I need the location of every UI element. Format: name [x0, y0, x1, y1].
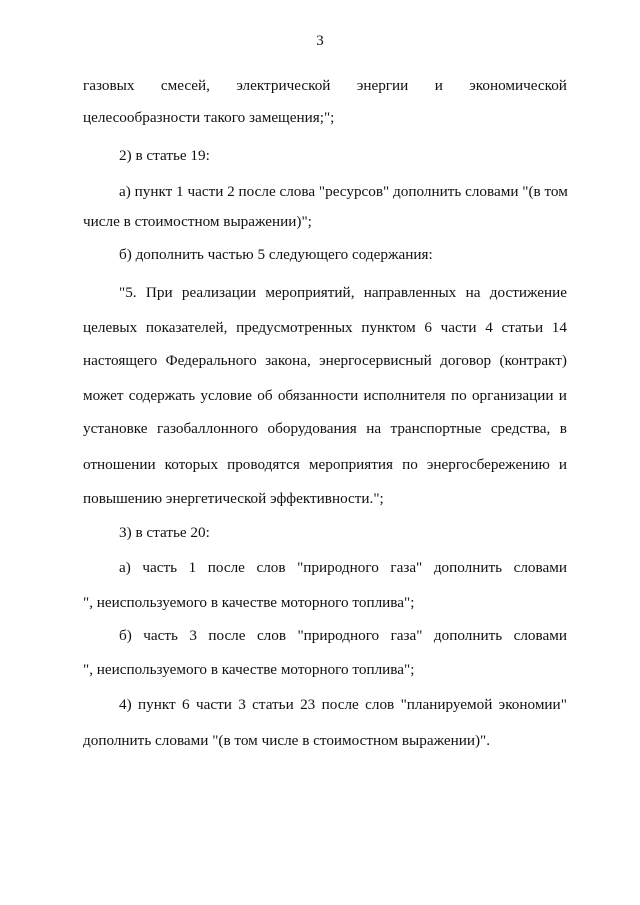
word: по — [450, 387, 467, 404]
word: 14 — [551, 319, 567, 336]
word: пункт — [138, 696, 176, 713]
word: оборудования — [267, 420, 357, 437]
word: 6 — [424, 319, 432, 336]
word: дополнить — [433, 627, 503, 644]
text-line: ", неиспользуемого в качестве моторного топлива"; — [83, 661, 415, 678]
word: мероприятия — [308, 456, 394, 473]
word: электрической — [236, 77, 331, 94]
word: и — [434, 77, 443, 94]
word: предусмотренных — [236, 319, 353, 336]
word: газобаллонного — [156, 420, 259, 437]
word: договор — [440, 352, 492, 369]
word: 6 — [182, 696, 190, 713]
word: части — [440, 319, 477, 336]
word: словами — [513, 627, 567, 644]
text-line — [83, 386, 567, 406]
word: проводятся — [227, 456, 300, 473]
text-line: 3) в статье 20: — [119, 524, 210, 541]
text-line — [83, 455, 567, 475]
text-line — [83, 419, 567, 439]
word: после — [207, 559, 245, 576]
text-line: повышению энергетической эффективности."; — [83, 490, 384, 507]
word: может — [83, 387, 124, 404]
word: 4) — [119, 696, 132, 713]
word: "природного — [297, 627, 380, 644]
word: (контракт) — [499, 352, 567, 369]
word: экономической — [469, 77, 567, 94]
word: Федерального — [165, 352, 257, 369]
word: исполнителя — [363, 387, 446, 404]
word: условие — [200, 387, 252, 404]
word: в — [559, 420, 567, 437]
word: достижение — [489, 284, 567, 301]
text-line: целесообразности такого замещения;"; — [83, 109, 335, 126]
word: 3 — [238, 696, 246, 713]
word: направленных — [363, 284, 457, 301]
word: пунктом — [361, 319, 416, 336]
word: целевых — [83, 319, 138, 336]
word: слов — [365, 696, 395, 713]
word: 1 — [188, 559, 197, 576]
word: слов — [256, 559, 286, 576]
word: а) — [119, 559, 131, 576]
word: средства, — [490, 420, 551, 437]
word: на — [465, 284, 481, 301]
word: газа" — [390, 559, 423, 576]
word: "природного — [297, 559, 379, 576]
text-line: дополнить словами "(в том числе в стоимостном выражении)". — [83, 732, 491, 749]
word: организации — [471, 387, 554, 404]
word: энергосбережению — [426, 456, 550, 473]
word: по — [402, 456, 418, 473]
text-line — [83, 76, 567, 96]
word: словами — [513, 559, 567, 576]
word: энергосервисный — [319, 352, 432, 369]
text-line: числе в стоимостном выражении)"; — [83, 213, 312, 230]
word: б) — [119, 627, 132, 644]
word: транспортные — [390, 420, 482, 437]
word: и — [558, 456, 567, 473]
word: газа" — [390, 627, 423, 644]
word: отношении — [83, 456, 156, 473]
word: части — [195, 696, 232, 713]
word: экономии" — [498, 696, 567, 713]
word: 23 — [300, 696, 316, 713]
word: установке — [83, 420, 148, 437]
text-line: а) пункт 1 части 2 после слова "ресурсов" дополнить словами "(в том — [119, 183, 568, 200]
word: которых — [164, 456, 219, 473]
word: смесей, — [160, 77, 210, 94]
word: 4 — [485, 319, 493, 336]
word: содержать — [128, 387, 196, 404]
text-line — [119, 626, 567, 646]
word: "5. — [119, 284, 137, 301]
page-number: 3 — [316, 33, 324, 49]
word: на — [366, 420, 382, 437]
word: дополнить — [433, 559, 503, 576]
word: статьи — [501, 319, 544, 336]
word: закона, — [265, 352, 311, 369]
word: после — [321, 696, 359, 713]
word: показателей, — [145, 319, 228, 336]
word: обязанности — [277, 387, 359, 404]
word: об — [257, 387, 273, 404]
text-line — [83, 318, 567, 338]
word: после — [208, 627, 246, 644]
word: газовых — [83, 77, 135, 94]
word: реализации — [181, 284, 257, 301]
word: и — [558, 387, 567, 404]
text-line — [119, 695, 567, 715]
text-line: ", неиспользуемого в качестве моторного топлива"; — [83, 594, 415, 611]
word: статьи — [252, 696, 294, 713]
word: При — [145, 284, 173, 301]
text-line — [119, 283, 567, 303]
text-line — [119, 558, 567, 578]
word: слов — [256, 627, 287, 644]
word: часть — [143, 627, 178, 644]
word: мероприятий, — [265, 284, 355, 301]
word: настоящего — [83, 352, 158, 369]
word: 3 — [189, 627, 197, 644]
word: "планируемой — [400, 696, 493, 713]
word: энергии — [356, 77, 409, 94]
text-line: б) дополнить частью 5 следующего содержания: — [119, 246, 433, 263]
text-line: 2) в статье 19: — [119, 147, 210, 164]
text-line — [83, 351, 567, 371]
word: часть — [142, 559, 178, 576]
